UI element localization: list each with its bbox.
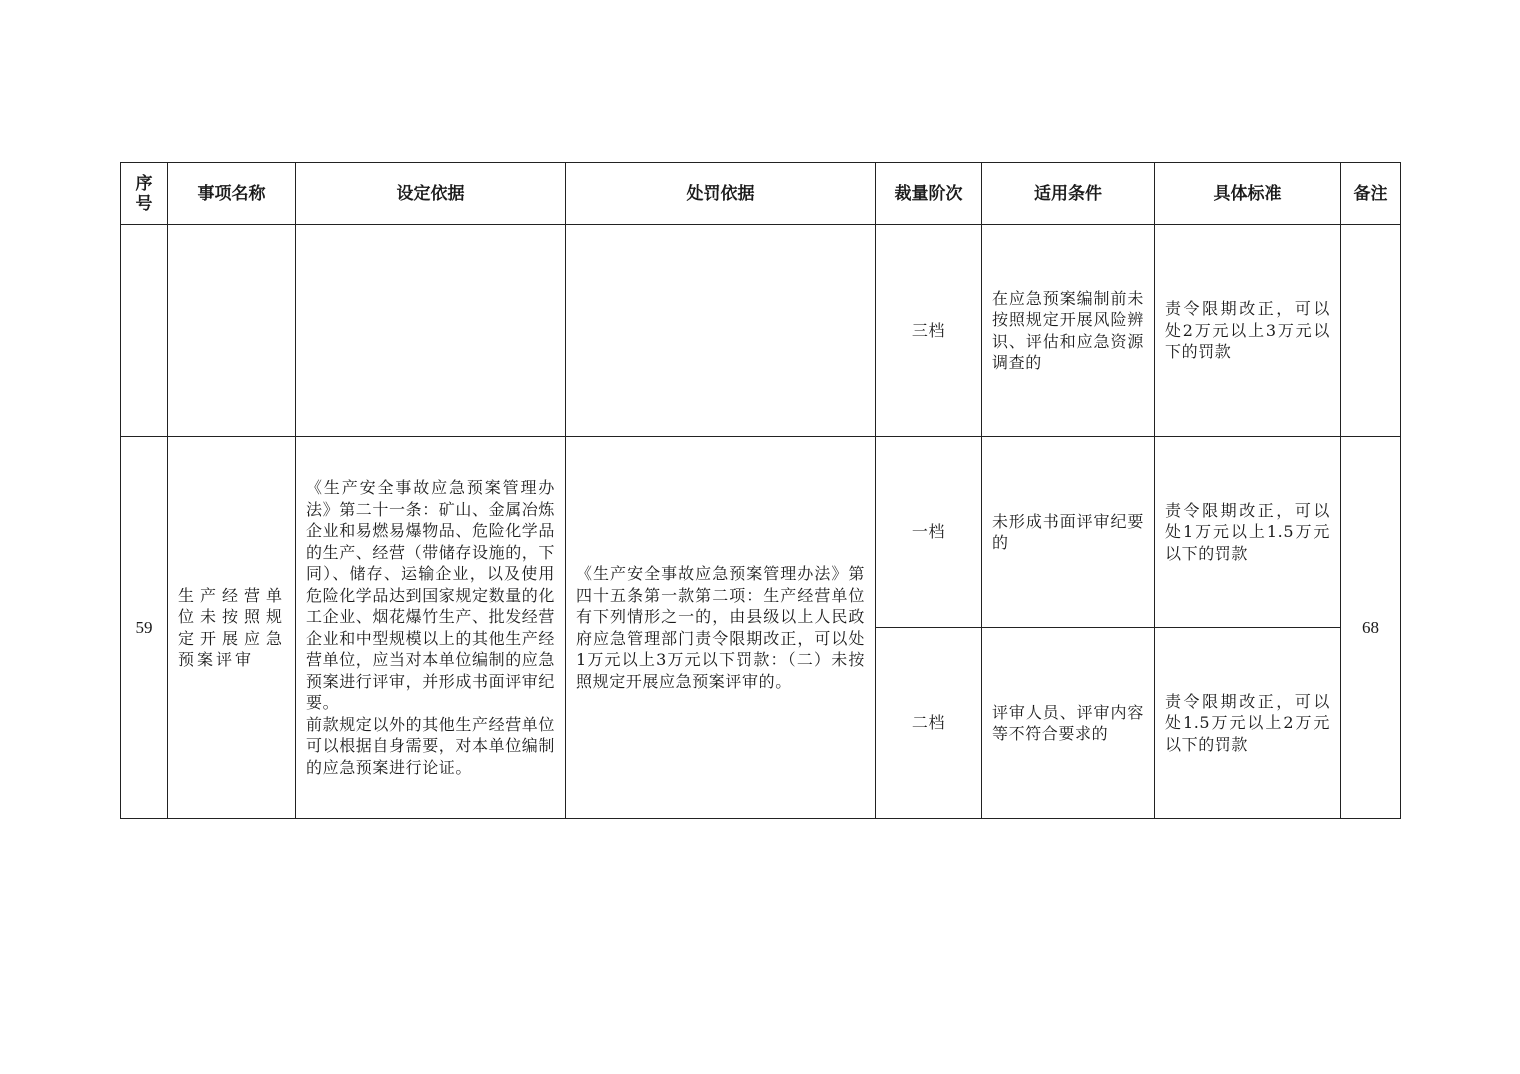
cell-name-empty bbox=[168, 225, 296, 437]
cell-standard-1: 责令限期改正，可以处1万元以上1.5万元以下的罚款 bbox=[1155, 437, 1341, 628]
cell-setting-basis-59: 《生产安全事故应急预案管理办法》第二十一条：矿山、金属冶炼企业和易燃易爆物品、危险化学品的生产、经营（带储存设施的，下同）、储存、运输企业，以及使用危险化学品达到国家规定数量的化工企业、烟花爆竹生产、批发经营企业和中型规模以上的其他生产经营单位，应当对本单位编制的应急预案进行评审，并形成书面评审纪要。 前款规定以外的其他生产经营单位可以根据自身需要，对本单位编制的应急预案进行论证。 bbox=[296, 437, 566, 819]
cell-level-3: 三档 bbox=[876, 225, 982, 437]
cell-standard-3: 责令限期改正，可以处2万元以上3万元以下的罚款 bbox=[1155, 225, 1341, 437]
header-remark: 备注 bbox=[1341, 163, 1401, 225]
header-item-name: 事项名称 bbox=[168, 163, 296, 225]
header-discretion-level: 裁量阶次 bbox=[876, 163, 982, 225]
cell-level-2: 二档 bbox=[876, 628, 982, 819]
cell-item-name-59: 生产经营单位未按照规定开展应急预案评审 bbox=[168, 437, 296, 819]
penalty-discretion-table bbox=[120, 162, 1401, 819]
cell-seq-59: 59 bbox=[121, 437, 168, 819]
cell-condition-1: 未形成书面评审纪要的 bbox=[982, 437, 1155, 628]
cell-remark-empty bbox=[1341, 225, 1401, 437]
cell-seq-empty bbox=[121, 225, 168, 437]
cell-remark-59: 68 bbox=[1341, 437, 1401, 819]
header-applicable-condition: 适用条件 bbox=[982, 163, 1155, 225]
cell-setting-basis-empty bbox=[296, 225, 566, 437]
cell-penalty-basis-empty bbox=[566, 225, 876, 437]
cell-penalty-basis-59: 《生产安全事故应急预案管理办法》第四十五条第一款第二项：生产经营单位有下列情形之一的，由县级以上人民政府应急管理部门责令限期改正，可以处1万元以上3万元以下罚款：（二）未按照规定开展应急预案评审的。 bbox=[566, 437, 876, 819]
header-specific-standard: 具体标准 bbox=[1155, 163, 1341, 225]
table-row-continued bbox=[121, 225, 1401, 437]
table-header-row bbox=[121, 163, 1401, 225]
cell-standard-2: 责令限期改正，可以处1.5万元以上2万元以下的罚款 bbox=[1155, 628, 1341, 819]
header-setting-basis: 设定依据 bbox=[296, 163, 566, 225]
cell-condition-3: 在应急预案编制前未按照规定开展风险辨识、评估和应急资源调查的 bbox=[982, 225, 1155, 437]
cell-level-1: 一档 bbox=[876, 437, 982, 628]
cell-condition-2: 评审人员、评审内容等不符合要求的 bbox=[982, 628, 1155, 819]
header-seq: 序 号 bbox=[121, 163, 168, 225]
table-row-59-level-1 bbox=[121, 437, 1401, 628]
header-penalty-basis: 处罚依据 bbox=[566, 163, 876, 225]
